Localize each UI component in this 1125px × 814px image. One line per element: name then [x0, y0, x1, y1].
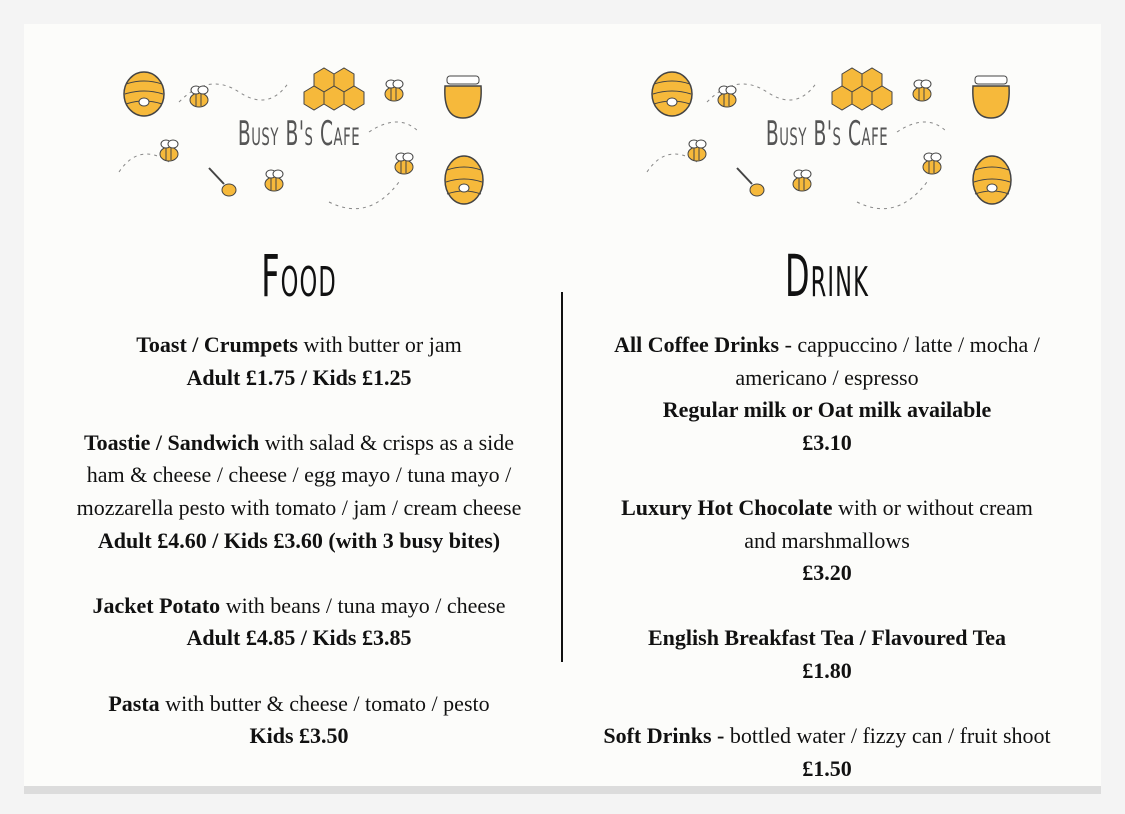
- beehive-icon: [652, 72, 692, 116]
- honey-dipper-icon: [737, 168, 764, 196]
- food-heading: Food: [261, 242, 337, 310]
- item-price: £1.50: [802, 755, 852, 781]
- honey-pot-icon: [973, 76, 1009, 118]
- bee-icon: [160, 140, 178, 161]
- food-column: [44, 24, 554, 785]
- menu-item: [572, 622, 1082, 687]
- item-name: Jacket Potato: [92, 592, 221, 618]
- item-price: Adult £1.75 / Kids £1.25: [186, 364, 412, 390]
- item-name: All Coffee Drinks: [614, 332, 780, 357]
- item-name: English Breakfast Tea / Flavoured Tea: [648, 625, 1006, 651]
- item-name: Toastie / Sandwich: [83, 429, 260, 455]
- drink-items: [572, 329, 1082, 785]
- cafe-name: Busy B's Cafe: [765, 114, 889, 154]
- bee-icon: [913, 80, 931, 101]
- menu-item: [44, 427, 554, 557]
- beehive-icon: [124, 72, 164, 116]
- cafe-name: Busy B's Cafe: [237, 114, 361, 154]
- item-description: with butter or jam: [298, 332, 462, 357]
- menu-item: [572, 492, 1082, 590]
- item-price: Adult £4.60 / Kids £3.60 (with 3 busy bites): [97, 527, 501, 553]
- item-description: with salad & crisps as a side: [259, 429, 515, 455]
- item-note: Regular milk or Oat milk available: [662, 397, 992, 423]
- beehive-icon: [445, 156, 483, 204]
- item-options: mozzarella pesto with tomato / jam / cream cheese: [76, 494, 522, 520]
- honeycomb-icon: [832, 68, 892, 110]
- item-options: americano / espresso: [735, 364, 919, 390]
- menu-item: [44, 590, 554, 655]
- item-description: with beans / tuna mayo / cheese: [220, 592, 506, 618]
- item-name: Luxury Hot Chocolate: [621, 494, 833, 520]
- honey-pot-icon: [445, 76, 481, 118]
- bee-icon: [265, 170, 283, 191]
- honey-dipper-icon: [209, 168, 236, 196]
- menu-item: [44, 688, 554, 753]
- cafe-banner: [627, 62, 1027, 227]
- honeycomb-icon: [304, 68, 364, 110]
- menu-item: [44, 329, 554, 394]
- bee-icon: [385, 80, 403, 101]
- bee-icon: [718, 86, 736, 107]
- item-price: £1.80: [802, 657, 852, 683]
- page-bottom-bar: [24, 786, 1101, 794]
- item-name: Toast / Crumpets: [136, 332, 298, 357]
- item-price: £3.10: [802, 429, 852, 455]
- item-name: Soft Drinks -: [603, 723, 725, 749]
- bee-icon: [190, 86, 208, 107]
- bee-icon: [923, 153, 941, 174]
- item-options: and marshmallows: [744, 527, 910, 553]
- item-name: Pasta: [108, 690, 160, 716]
- menu-item: [572, 720, 1082, 785]
- item-description: - cappuccino / latte / mocha /: [779, 332, 1040, 357]
- item-price: Adult £4.85 / Kids £3.85: [186, 625, 412, 651]
- bee-icon: [688, 140, 706, 161]
- item-description: with or without cream: [832, 494, 1033, 520]
- beehive-icon: [973, 156, 1011, 204]
- item-description: bottled water / fizzy can / fruit shoot: [724, 723, 1051, 749]
- food-items: [44, 329, 554, 753]
- item-price: £3.20: [802, 560, 852, 586]
- bee-icon: [395, 153, 413, 174]
- drink-heading: Drink: [784, 242, 870, 310]
- cafe-banner: [99, 62, 499, 227]
- menu-item: [572, 329, 1082, 459]
- item-price: Kids £3.50: [249, 723, 349, 749]
- menu-sheet: [24, 24, 1101, 794]
- drink-column: [572, 24, 1082, 794]
- column-divider: [561, 292, 563, 662]
- item-options: ham & cheese / cheese / egg mayo / tuna mayo /: [86, 462, 512, 488]
- item-description: with butter & cheese / tomato / pesto: [159, 690, 490, 716]
- bee-icon: [793, 170, 811, 191]
